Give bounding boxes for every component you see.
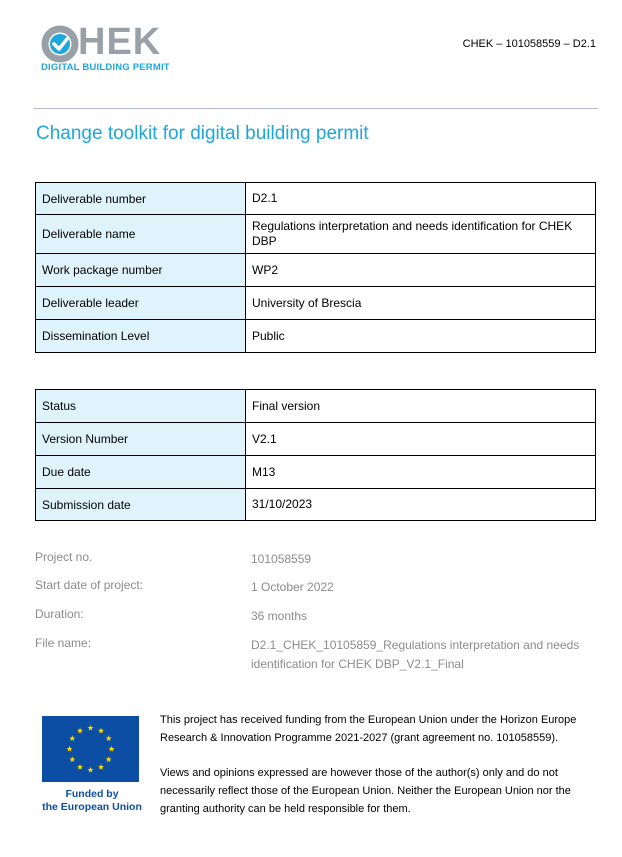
table-label: Work package number [36, 254, 246, 287]
table-value: M13 [246, 456, 596, 489]
table-row [36, 254, 596, 287]
eu-star-icon [69, 735, 75, 741]
table-row [36, 287, 596, 320]
page-title: Change toolkit for digital building permit [36, 123, 369, 144]
project-info-label: Start date of project: [35, 578, 144, 592]
eu-star-icon [98, 728, 104, 734]
table-label: Deliverable name [36, 215, 246, 254]
table-value: WP2 [246, 254, 596, 287]
project-info-value: 36 months [251, 609, 308, 623]
table-label: Deliverable number [36, 183, 246, 215]
table-row [36, 215, 596, 254]
table-value: V2.1 [246, 423, 596, 456]
project-info-label: Project no. [35, 550, 93, 564]
project-info-label: File name: [35, 636, 92, 650]
eu-star-icon [98, 764, 104, 770]
eu-star-icon [69, 756, 75, 762]
table-row [36, 489, 596, 521]
eu-flag [42, 716, 139, 782]
table-label: Due date [36, 456, 246, 489]
project-info-value: 1 October 2022 [251, 580, 334, 594]
funding-statement [160, 711, 590, 818]
eu-star-icon [77, 764, 83, 770]
status-table [35, 389, 596, 521]
table-value: Regulations interpretation and needs identification for CHEK DBP [246, 215, 596, 254]
logo-subtitle: DIGITAL BUILDING PERMIT [41, 62, 170, 73]
eu-funded-label [38, 788, 146, 814]
table-label: Status [36, 390, 246, 423]
table-row [36, 390, 596, 423]
eu-star-icon [108, 746, 114, 752]
table-label: Version Number [36, 423, 246, 456]
funded-by-text: Funded by [65, 788, 119, 800]
chek-logo [40, 21, 170, 74]
disclaimer-text: Views and opinions expressed are however those of the author(s) only and do not necessarily reflect those of the European Union. Neither the European Union nor the granting authority can be held responsible for them. [160, 767, 571, 815]
eu-star-icon [66, 746, 72, 752]
eu-stars-icon [42, 716, 139, 782]
funding-text: This project has received funding from the European Union under the Horizon Europe Research & Innovation Programme 2021-2027 (grant agreement no. 101058559). [160, 714, 577, 744]
table-label: Submission date [36, 489, 246, 521]
table-row [36, 183, 596, 215]
table-value: Final version [246, 390, 596, 423]
header-divider [33, 108, 598, 109]
table-label: Deliverable leader [36, 287, 246, 320]
table-value: 31/10/2023 [246, 489, 596, 521]
chek-logo-check-icon [40, 24, 80, 64]
table-value: D2.1 [246, 183, 596, 215]
table-row [36, 423, 596, 456]
table-row [36, 320, 596, 353]
table-label: Dissemination Level [36, 320, 246, 353]
eu-star-icon [106, 735, 112, 741]
project-info-label: Duration: [35, 607, 84, 621]
table-value: University of Brescia [246, 287, 596, 320]
document-reference: CHEK – 101058559 – D2.1 [462, 38, 596, 50]
eu-star-icon [77, 728, 83, 734]
table-value: Public [246, 320, 596, 353]
eu-name-text: the European Union [42, 801, 142, 813]
table-row [36, 456, 596, 489]
eu-star-icon [87, 767, 93, 773]
eu-star-icon [87, 725, 93, 731]
logo-wordmark: HEK [78, 21, 162, 63]
eu-star-icon [106, 756, 112, 762]
deliverable-table [35, 182, 596, 353]
project-info-value: 101058559 [251, 552, 312, 566]
project-info-value: D2.1_CHEK_10105859_Regulations interpretation and needs identification for CHEK DBP_V2.1_Final [251, 638, 580, 671]
